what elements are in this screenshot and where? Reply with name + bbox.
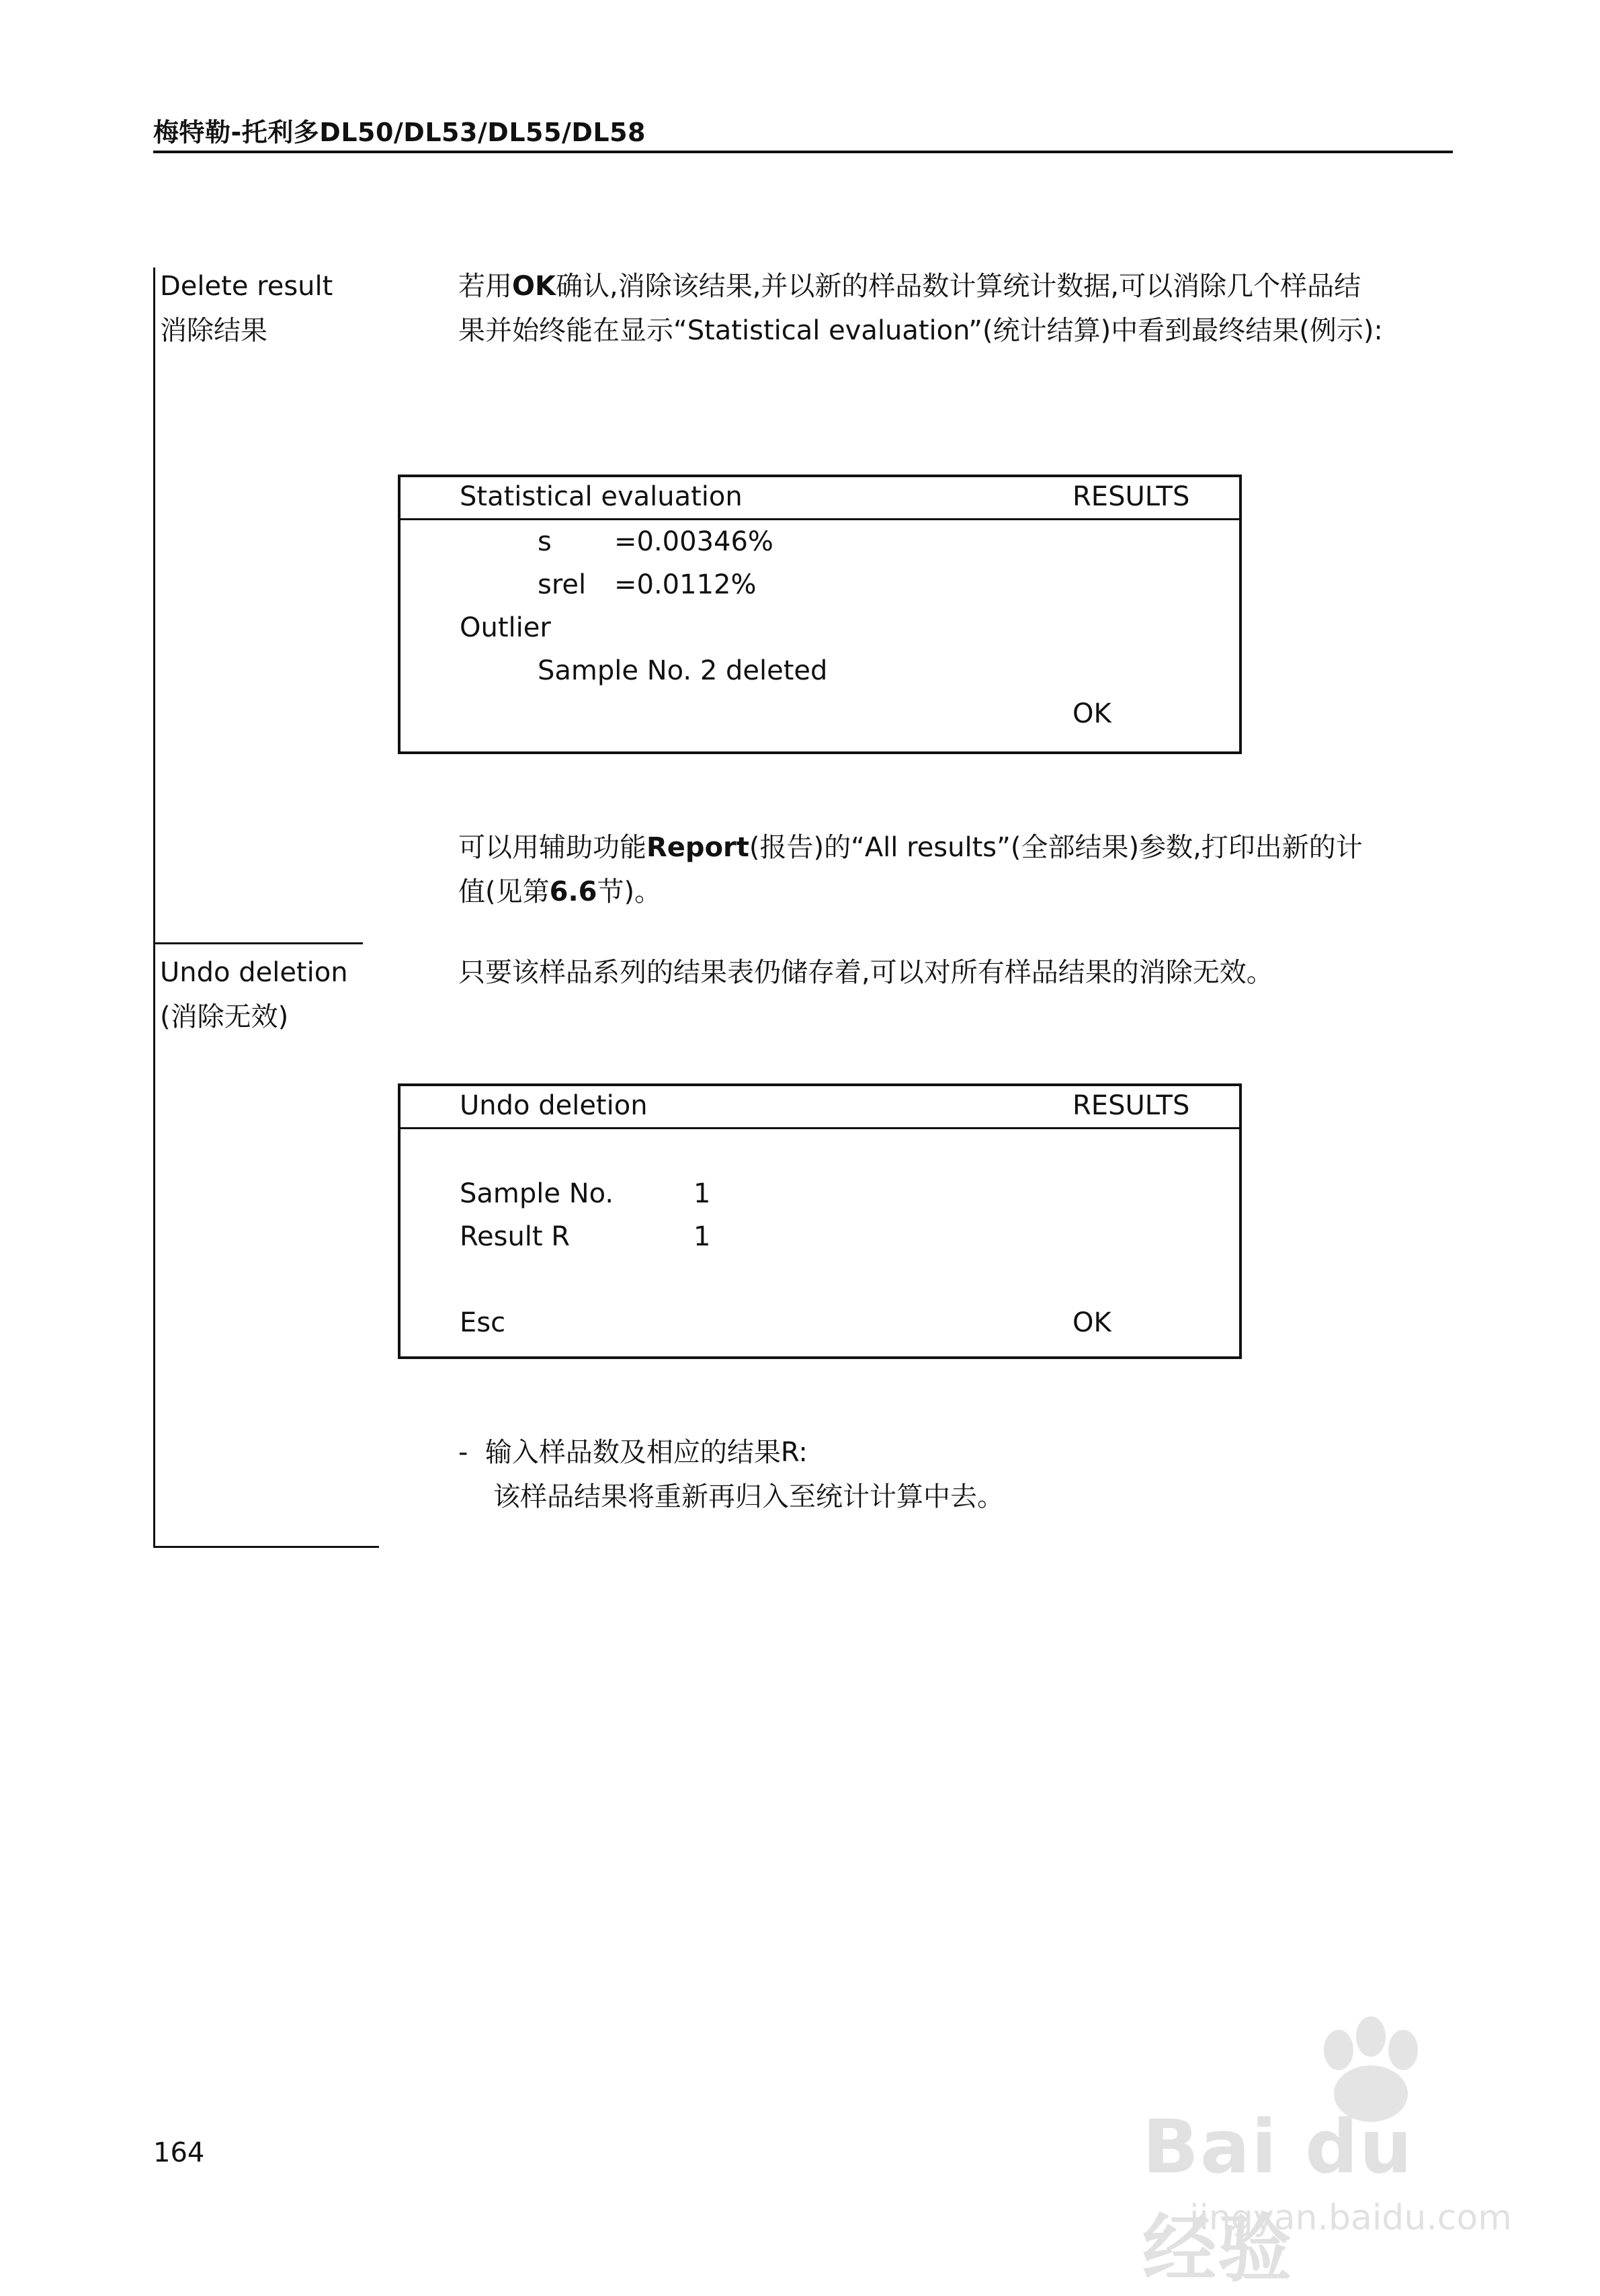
- section-end-rule: [153, 1546, 379, 1548]
- instruction-line1: [458, 1430, 1466, 1475]
- sample-no-field[interactable]: 1: [693, 1178, 711, 1209]
- screen-tag: RESULTS: [1072, 481, 1190, 512]
- outlier-detail: Sample No. 2 deleted: [538, 655, 828, 686]
- screen-header: [401, 1086, 1239, 1129]
- statistical-evaluation-screen: [398, 475, 1242, 754]
- ok-softkey[interactable]: OK: [1072, 1307, 1111, 1338]
- watermark-url: jingyan.baidu.com: [1189, 2198, 1512, 2238]
- result-field[interactable]: 1: [693, 1221, 711, 1252]
- esc-softkey[interactable]: Esc: [460, 1307, 506, 1338]
- delete-paragraph: [458, 264, 1466, 353]
- screen-tag: RESULTS: [1072, 1090, 1190, 1121]
- s-label: s: [538, 526, 552, 557]
- report-paragraph: [458, 825, 1466, 914]
- baidu-watermark: [1136, 2016, 1512, 2292]
- screen-title: Statistical evaluation: [460, 481, 743, 512]
- margin-rule-undo: [153, 942, 155, 1547]
- ok-keyword: OK: [512, 271, 556, 302]
- text-fragment: 节)。: [597, 876, 662, 907]
- page-number: 164: [153, 2137, 205, 2168]
- section-label-delete: [160, 264, 333, 353]
- undo-instruction: [458, 1430, 1466, 1519]
- section-reference: 6.6: [549, 876, 597, 907]
- screen-title: Undo deletion: [460, 1090, 648, 1121]
- undo-deletion-screen: [398, 1083, 1242, 1359]
- section-label-undo: [160, 950, 348, 1039]
- label-undo-en: Undo deletion: [160, 957, 348, 988]
- result-label: Result R: [460, 1221, 571, 1252]
- report-paragraph-line1: [458, 825, 1466, 870]
- instruction-line2: 该样品结果将重新再归入至统计计算中去。: [493, 1481, 1004, 1512]
- bullet-dash: -: [458, 1437, 468, 1468]
- section-divider: [153, 942, 363, 944]
- srel-label: srel: [538, 569, 587, 600]
- outlier-label: Outlier: [460, 612, 551, 643]
- sample-no-label: Sample No.: [460, 1178, 614, 1209]
- text-fragment: 值(见第: [458, 876, 550, 907]
- ok-softkey[interactable]: OK: [1072, 698, 1111, 729]
- text-fragment: 可以用辅助功能: [458, 832, 646, 863]
- undo-paragraph: 只要该样品系列的结果表仍储存着,可以对所有样品结果的消除无效。: [458, 957, 1273, 988]
- delete-paragraph-line1: [458, 264, 1466, 309]
- report-keyword: Report: [646, 832, 749, 863]
- s-value: =0.00346%: [614, 526, 773, 557]
- header-rule: [153, 151, 1453, 153]
- watermark-logo-text: Bai du 经验: [1142, 2104, 1414, 2292]
- srel-value: =0.0112%: [614, 569, 757, 600]
- instruction-text: 输入样品数及相应的结果R:: [485, 1437, 808, 1468]
- report-paragraph-line2: [458, 870, 1466, 914]
- text-fragment: 确认,消除该结果,并以新的样品数计算统计数据,可以消除几个样品结: [556, 271, 1361, 302]
- label-delete-zh: 消除结果: [160, 315, 267, 346]
- screen-header: [401, 477, 1239, 520]
- text-fragment: (报告)的“All results”(全部结果)参数,打印出新的计: [749, 832, 1363, 863]
- label-undo-zh: (消除无效): [160, 1001, 289, 1032]
- label-delete-en: Delete result: [160, 271, 333, 302]
- text-fragment: 若用: [458, 271, 512, 302]
- delete-paragraph-line2: 果并始终能在显示“Statistical evaluation”(统计结算)中看到最终结果(例示):: [458, 315, 1383, 346]
- page-header-title: 梅特勒-托利多DL50/DL53/DL55/DL58: [153, 118, 646, 147]
- margin-rule-delete: [153, 268, 155, 942]
